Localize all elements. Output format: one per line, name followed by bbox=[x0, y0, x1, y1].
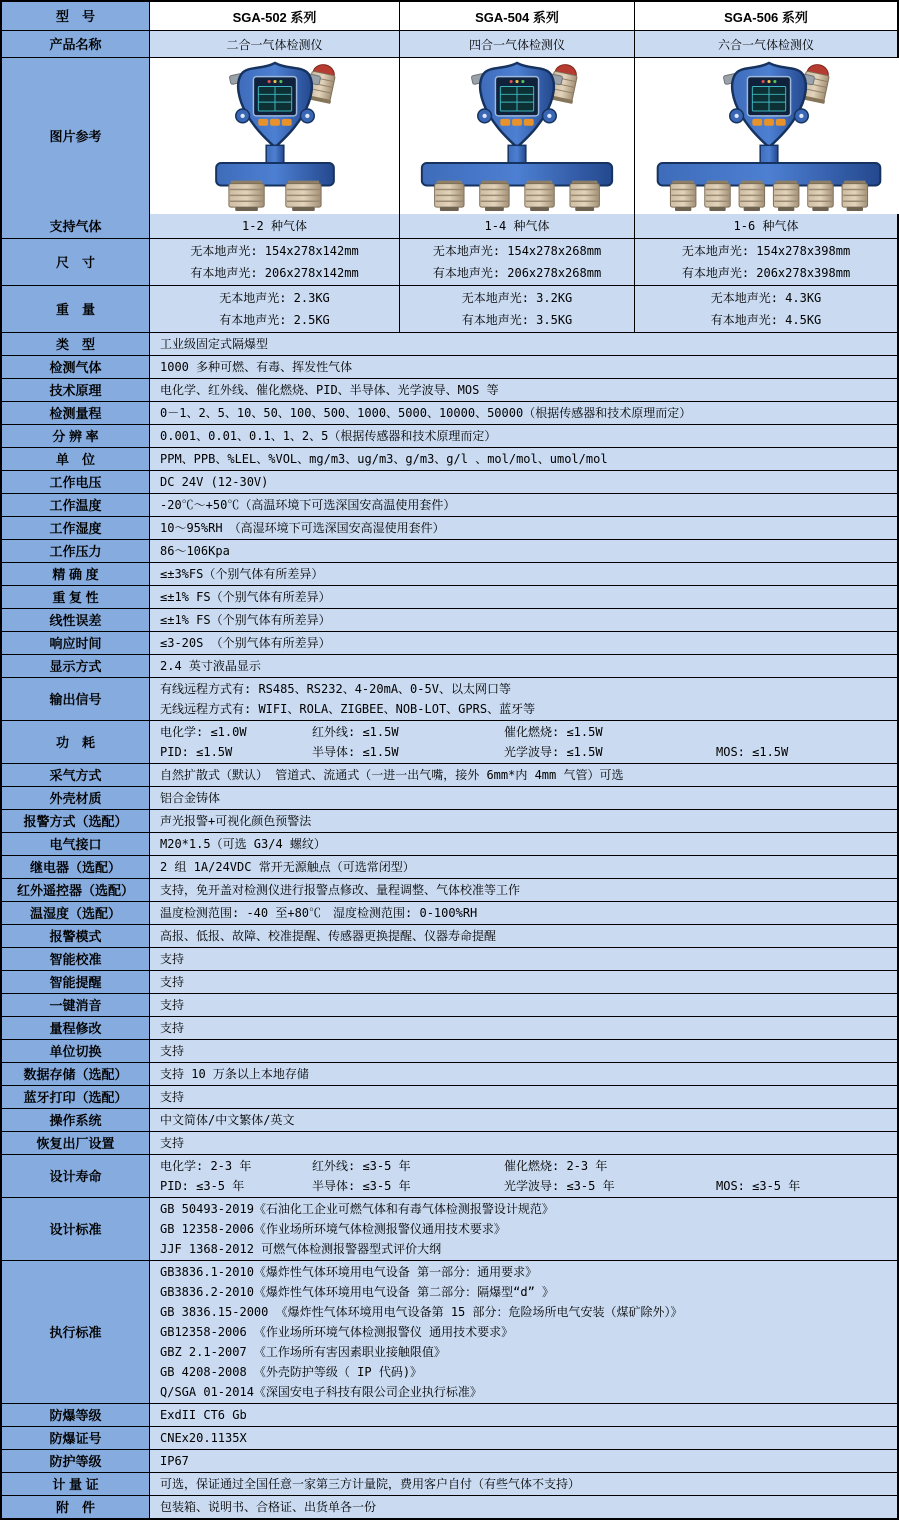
spec-row bbox=[2, 424, 897, 447]
product-name-row bbox=[2, 30, 897, 57]
row-label: 红外遥控器（选配） bbox=[2, 879, 150, 901]
spec-row bbox=[2, 1403, 897, 1426]
row-label: 单 位 bbox=[2, 448, 150, 470]
row-value: 可选，保证通过全国任意一家第三方计量院，费用客户自付（有些气体不支持） bbox=[150, 1473, 897, 1495]
spec-row bbox=[2, 1039, 897, 1062]
spec-row bbox=[2, 763, 897, 786]
row-label: 防爆等级 bbox=[2, 1404, 150, 1426]
row-label: 智能提醒 bbox=[2, 971, 150, 993]
row-value: IP67 bbox=[150, 1450, 897, 1472]
spec-row bbox=[2, 285, 897, 332]
row-label: 检测量程 bbox=[2, 402, 150, 424]
row-label: 分 辨 率 bbox=[2, 425, 150, 447]
row-label: 类 型 bbox=[2, 333, 150, 355]
row-value: 1000 多种可燃、有毒、挥发性气体 bbox=[150, 356, 897, 378]
row-label: 量程修改 bbox=[2, 1017, 150, 1039]
row-value: 无本地声光: 3.2KG 有本地声光: 3.5KG bbox=[400, 286, 635, 332]
spec-row bbox=[2, 855, 897, 878]
row-value: 1-6 种气体 bbox=[635, 214, 897, 238]
row-value: 1-2 种气体 bbox=[150, 214, 400, 238]
product-name: 四合一气体检测仪 bbox=[400, 31, 635, 57]
row-label: 计 量 证 bbox=[2, 1473, 150, 1495]
spec-row bbox=[2, 332, 897, 355]
spec-row bbox=[2, 720, 897, 763]
row-value: 高报、低报、故障、校准提醒、传感器更换提醒、仪器寿命提醒 bbox=[150, 925, 897, 947]
row-label: 温湿度（选配） bbox=[2, 902, 150, 924]
spec-row bbox=[2, 470, 897, 493]
row-label: 工作电压 bbox=[2, 471, 150, 493]
row-label: 数据存储（选配） bbox=[2, 1063, 150, 1085]
row-value: 支持 bbox=[150, 1017, 897, 1039]
row-label: 外壳材质 bbox=[2, 787, 150, 809]
spec-row bbox=[2, 1108, 897, 1131]
spec-row bbox=[2, 901, 897, 924]
row-label: 设计标准 bbox=[2, 1198, 150, 1260]
spec-row bbox=[2, 1449, 897, 1472]
row-label: 支持气体 bbox=[2, 214, 150, 238]
row-label: 执行标准 bbox=[2, 1261, 150, 1403]
product-image-sga-504 bbox=[400, 58, 635, 214]
row-value: 工业级固定式隔爆型 bbox=[150, 333, 897, 355]
model-label: 型 号 bbox=[2, 2, 150, 30]
row-value: ≤±1% FS（个别气体有所差异） bbox=[150, 586, 897, 608]
model-row bbox=[2, 2, 897, 30]
product-name: 六合一气体检测仪 bbox=[635, 31, 897, 57]
product-image-sga-502 bbox=[150, 58, 400, 214]
product-image-sga-506 bbox=[635, 58, 899, 214]
row-label: 工作温度 bbox=[2, 494, 150, 516]
spec-row bbox=[2, 677, 897, 720]
row-value: 2.4 英寸液晶显示 bbox=[150, 655, 897, 677]
row-label: 报警模式 bbox=[2, 925, 150, 947]
row-value: 0.001、0.01、0.1、1、2、5（根据传感器和技术原理而定） bbox=[150, 425, 897, 447]
row-value: 2 组 1A/24VDC 常开无源触点（可选常闭型） bbox=[150, 856, 897, 878]
row-label: 防护等级 bbox=[2, 1450, 150, 1472]
spec-row bbox=[2, 1016, 897, 1039]
spec-row bbox=[2, 631, 897, 654]
row-value: GB3836.1-2010《爆炸性气体环境用电气设备 第一部分：通用要求》 GB3836.2-2010《爆炸性气体环境用电气设备 第二部分：隔爆型“d” 》 GB 3836.15-2000 《爆炸性气体环境用电气设备第 15 部分：危险场所电气安装（煤矿除外）》 GB12358-2006 《作业场所环境气体检测报警仪 通用技术要求》 GBZ 2.1-2007 《工作场所有害因素职业接触限值》 GB 4208-2008 《外壳防护等级（ IP 代码)》 Q/SGA 01-2014《深国安电子科技有限公司企业执行标准》 bbox=[150, 1261, 897, 1403]
spec-row bbox=[2, 970, 897, 993]
spec-row bbox=[2, 401, 897, 424]
row-value: 有线远程方式有: RS485、RS232、4-20mA、0-5V、以太网口等 无线远程方式有: WIFI、ROLA、ZIGBEE、NOB-LOT、GPRS、蓝牙等 bbox=[150, 678, 897, 720]
row-label: 显示方式 bbox=[2, 655, 150, 677]
spec-row bbox=[2, 878, 897, 901]
row-value: 支持 bbox=[150, 948, 897, 970]
row-label: 输出信号 bbox=[2, 678, 150, 720]
row-value: 支持 bbox=[150, 971, 897, 993]
row-label: 继电器（选配） bbox=[2, 856, 150, 878]
row-label: 技术原理 bbox=[2, 379, 150, 401]
spec-row bbox=[2, 355, 897, 378]
row-label: 检测气体 bbox=[2, 356, 150, 378]
row-label: 线性误差 bbox=[2, 609, 150, 631]
row-label: 一键消音 bbox=[2, 994, 150, 1016]
row-value: 无本地声光: 154x278x268mm 有本地声光: 206x278x268mm bbox=[400, 239, 635, 285]
spec-row bbox=[2, 1495, 897, 1518]
spec-row bbox=[2, 1131, 897, 1154]
row-label: 防爆证号 bbox=[2, 1427, 150, 1449]
spec-row bbox=[2, 654, 897, 677]
row-value: 支持，免开盖对检测仪进行报警点修改、量程调整、气体校准等工作 bbox=[150, 879, 897, 901]
series-name-sga-502: SGA-502 系列 bbox=[150, 2, 400, 30]
series-name-sga-506: SGA-506 系列 bbox=[635, 2, 897, 30]
row-value: 支持 bbox=[150, 994, 897, 1016]
row-value: CNEx20.1135X bbox=[150, 1427, 897, 1449]
spec-row bbox=[2, 786, 897, 809]
row-label: 智能校准 bbox=[2, 948, 150, 970]
row-value: -20℃～+50℃（高温环境下可选深国安高温使用套件） bbox=[150, 494, 897, 516]
row-label: 采气方式 bbox=[2, 764, 150, 786]
row-label: 电气接口 bbox=[2, 833, 150, 855]
spec-row bbox=[2, 493, 897, 516]
row-value: 电化学: ≤1.0W 红外线: ≤1.5W 催化燃烧: ≤1.5W PID: ≤1.5W 半导体: ≤1.5W 光学波导: ≤1.5W MOS: ≤1.5W bbox=[150, 721, 897, 763]
row-label: 精 确 度 bbox=[2, 563, 150, 585]
row-value: ≤3-20S （个别气体有所差异） bbox=[150, 632, 897, 654]
spec-row bbox=[2, 447, 897, 470]
row-value: 自然扩散式（默认） 管道式、流通式（一进一出气嘴，接外 6mm*内 4mm 气管）可选 bbox=[150, 764, 897, 786]
row-label: 工作湿度 bbox=[2, 517, 150, 539]
row-value: 中文简体/中文繁体/英文 bbox=[150, 1109, 897, 1131]
row-value: 铝合金铸体 bbox=[150, 787, 897, 809]
row-value: 电化学、红外线、催化燃烧、PID、半导体、光学波导、MOS 等 bbox=[150, 379, 897, 401]
spec-row bbox=[2, 585, 897, 608]
row-value: 支持 10 万条以上本地存储 bbox=[150, 1063, 897, 1085]
spec-row bbox=[2, 1085, 897, 1108]
spec-row bbox=[2, 562, 897, 585]
row-value: 包装箱、说明书、合格证、出货单各一份 bbox=[150, 1496, 897, 1518]
spec-row bbox=[2, 924, 897, 947]
spec-row bbox=[2, 516, 897, 539]
product-name-label: 产品名称 bbox=[2, 31, 150, 57]
row-value: PPM、PPB、%LEL、%VOL、mg/m3、ug/m3、g/m3、g/l 、mol/mol、umol/mol bbox=[150, 448, 897, 470]
row-value: 无本地声光: 154x278x142mm 有本地声光: 206x278x142mm bbox=[150, 239, 400, 285]
row-value: 声光报警+可视化颜色预警法 bbox=[150, 810, 897, 832]
row-label: 报警方式（选配） bbox=[2, 810, 150, 832]
row-label: 单位切换 bbox=[2, 1040, 150, 1062]
spec-row bbox=[2, 378, 897, 401]
spec-row bbox=[2, 993, 897, 1016]
spec-row bbox=[2, 832, 897, 855]
spec-row bbox=[2, 947, 897, 970]
spec-rows bbox=[2, 214, 897, 1518]
spec-row bbox=[2, 1154, 897, 1197]
spec-row bbox=[2, 539, 897, 562]
row-label: 尺 寸 bbox=[2, 239, 150, 285]
row-value: ExdII CT6 Gb bbox=[150, 1404, 897, 1426]
spec-row bbox=[2, 608, 897, 631]
row-value: 86～106Kpa bbox=[150, 540, 897, 562]
image-row bbox=[2, 57, 897, 214]
image-label: 图片参考 bbox=[2, 58, 150, 214]
row-value: 电化学: 2-3 年 红外线: ≤3-5 年 催化燃烧: 2-3 年 PID: ≤3-5 年 半导体: ≤3-5 年 光学波导: ≤3-5 年 MOS: ≤3-5 年 bbox=[150, 1155, 897, 1197]
row-label: 功 耗 bbox=[2, 721, 150, 763]
spec-row bbox=[2, 809, 897, 832]
row-value: 支持 bbox=[150, 1132, 897, 1154]
row-label: 设计寿命 bbox=[2, 1155, 150, 1197]
row-value: 无本地声光: 2.3KG 有本地声光: 2.5KG bbox=[150, 286, 400, 332]
spec-row bbox=[2, 214, 897, 238]
spec-row bbox=[2, 1197, 897, 1260]
row-value: 10～95%RH （高湿环境下可选深国安高湿使用套件） bbox=[150, 517, 897, 539]
spec-row bbox=[2, 1426, 897, 1449]
row-value: GB 50493-2019《石油化工企业可燃气体和有毒气体检测报警设计规范》 GB 12358-2006《作业场所环境气体检测报警仪通用技术要求》 JJF 1368-2012 可燃气体检测报警器型式评价大纲 bbox=[150, 1198, 897, 1260]
row-value: 无本地声光: 154x278x398mm 有本地声光: 206x278x398mm bbox=[635, 239, 897, 285]
row-value: DC 24V (12-30V) bbox=[150, 471, 897, 493]
row-value: 支持 bbox=[150, 1040, 897, 1062]
row-label: 重 复 性 bbox=[2, 586, 150, 608]
spec-row bbox=[2, 238, 897, 285]
row-value: 支持 bbox=[150, 1086, 897, 1108]
product-name: 二合一气体检测仪 bbox=[150, 31, 400, 57]
row-value: ≤±1% FS（个别气体有所差异） bbox=[150, 609, 897, 631]
row-label: 重 量 bbox=[2, 286, 150, 332]
spec-row bbox=[2, 1062, 897, 1085]
row-label: 附 件 bbox=[2, 1496, 150, 1518]
row-value: 无本地声光: 4.3KG 有本地声光: 4.5KG bbox=[635, 286, 897, 332]
row-value: 温度检测范围: -40 至+80℃ 湿度检测范围: 0-100%RH bbox=[150, 902, 897, 924]
row-value: 1-4 种气体 bbox=[400, 214, 635, 238]
row-label: 操作系统 bbox=[2, 1109, 150, 1131]
row-label: 响应时间 bbox=[2, 632, 150, 654]
row-value: ≤±3%FS（个别气体有所差异） bbox=[150, 563, 897, 585]
row-value: 0－1、2、5、10、50、100、500、1000、5000、10000、50000（根据传感器和技术原理而定） bbox=[150, 402, 897, 424]
row-label: 蓝牙打印（选配） bbox=[2, 1086, 150, 1108]
row-label: 恢复出厂设置 bbox=[2, 1132, 150, 1154]
spec-row bbox=[2, 1260, 897, 1403]
series-name-sga-504: SGA-504 系列 bbox=[400, 2, 635, 30]
spec-row bbox=[2, 1472, 897, 1495]
row-value: M20*1.5（可选 G3/4 螺纹） bbox=[150, 833, 897, 855]
row-label: 工作压力 bbox=[2, 540, 150, 562]
